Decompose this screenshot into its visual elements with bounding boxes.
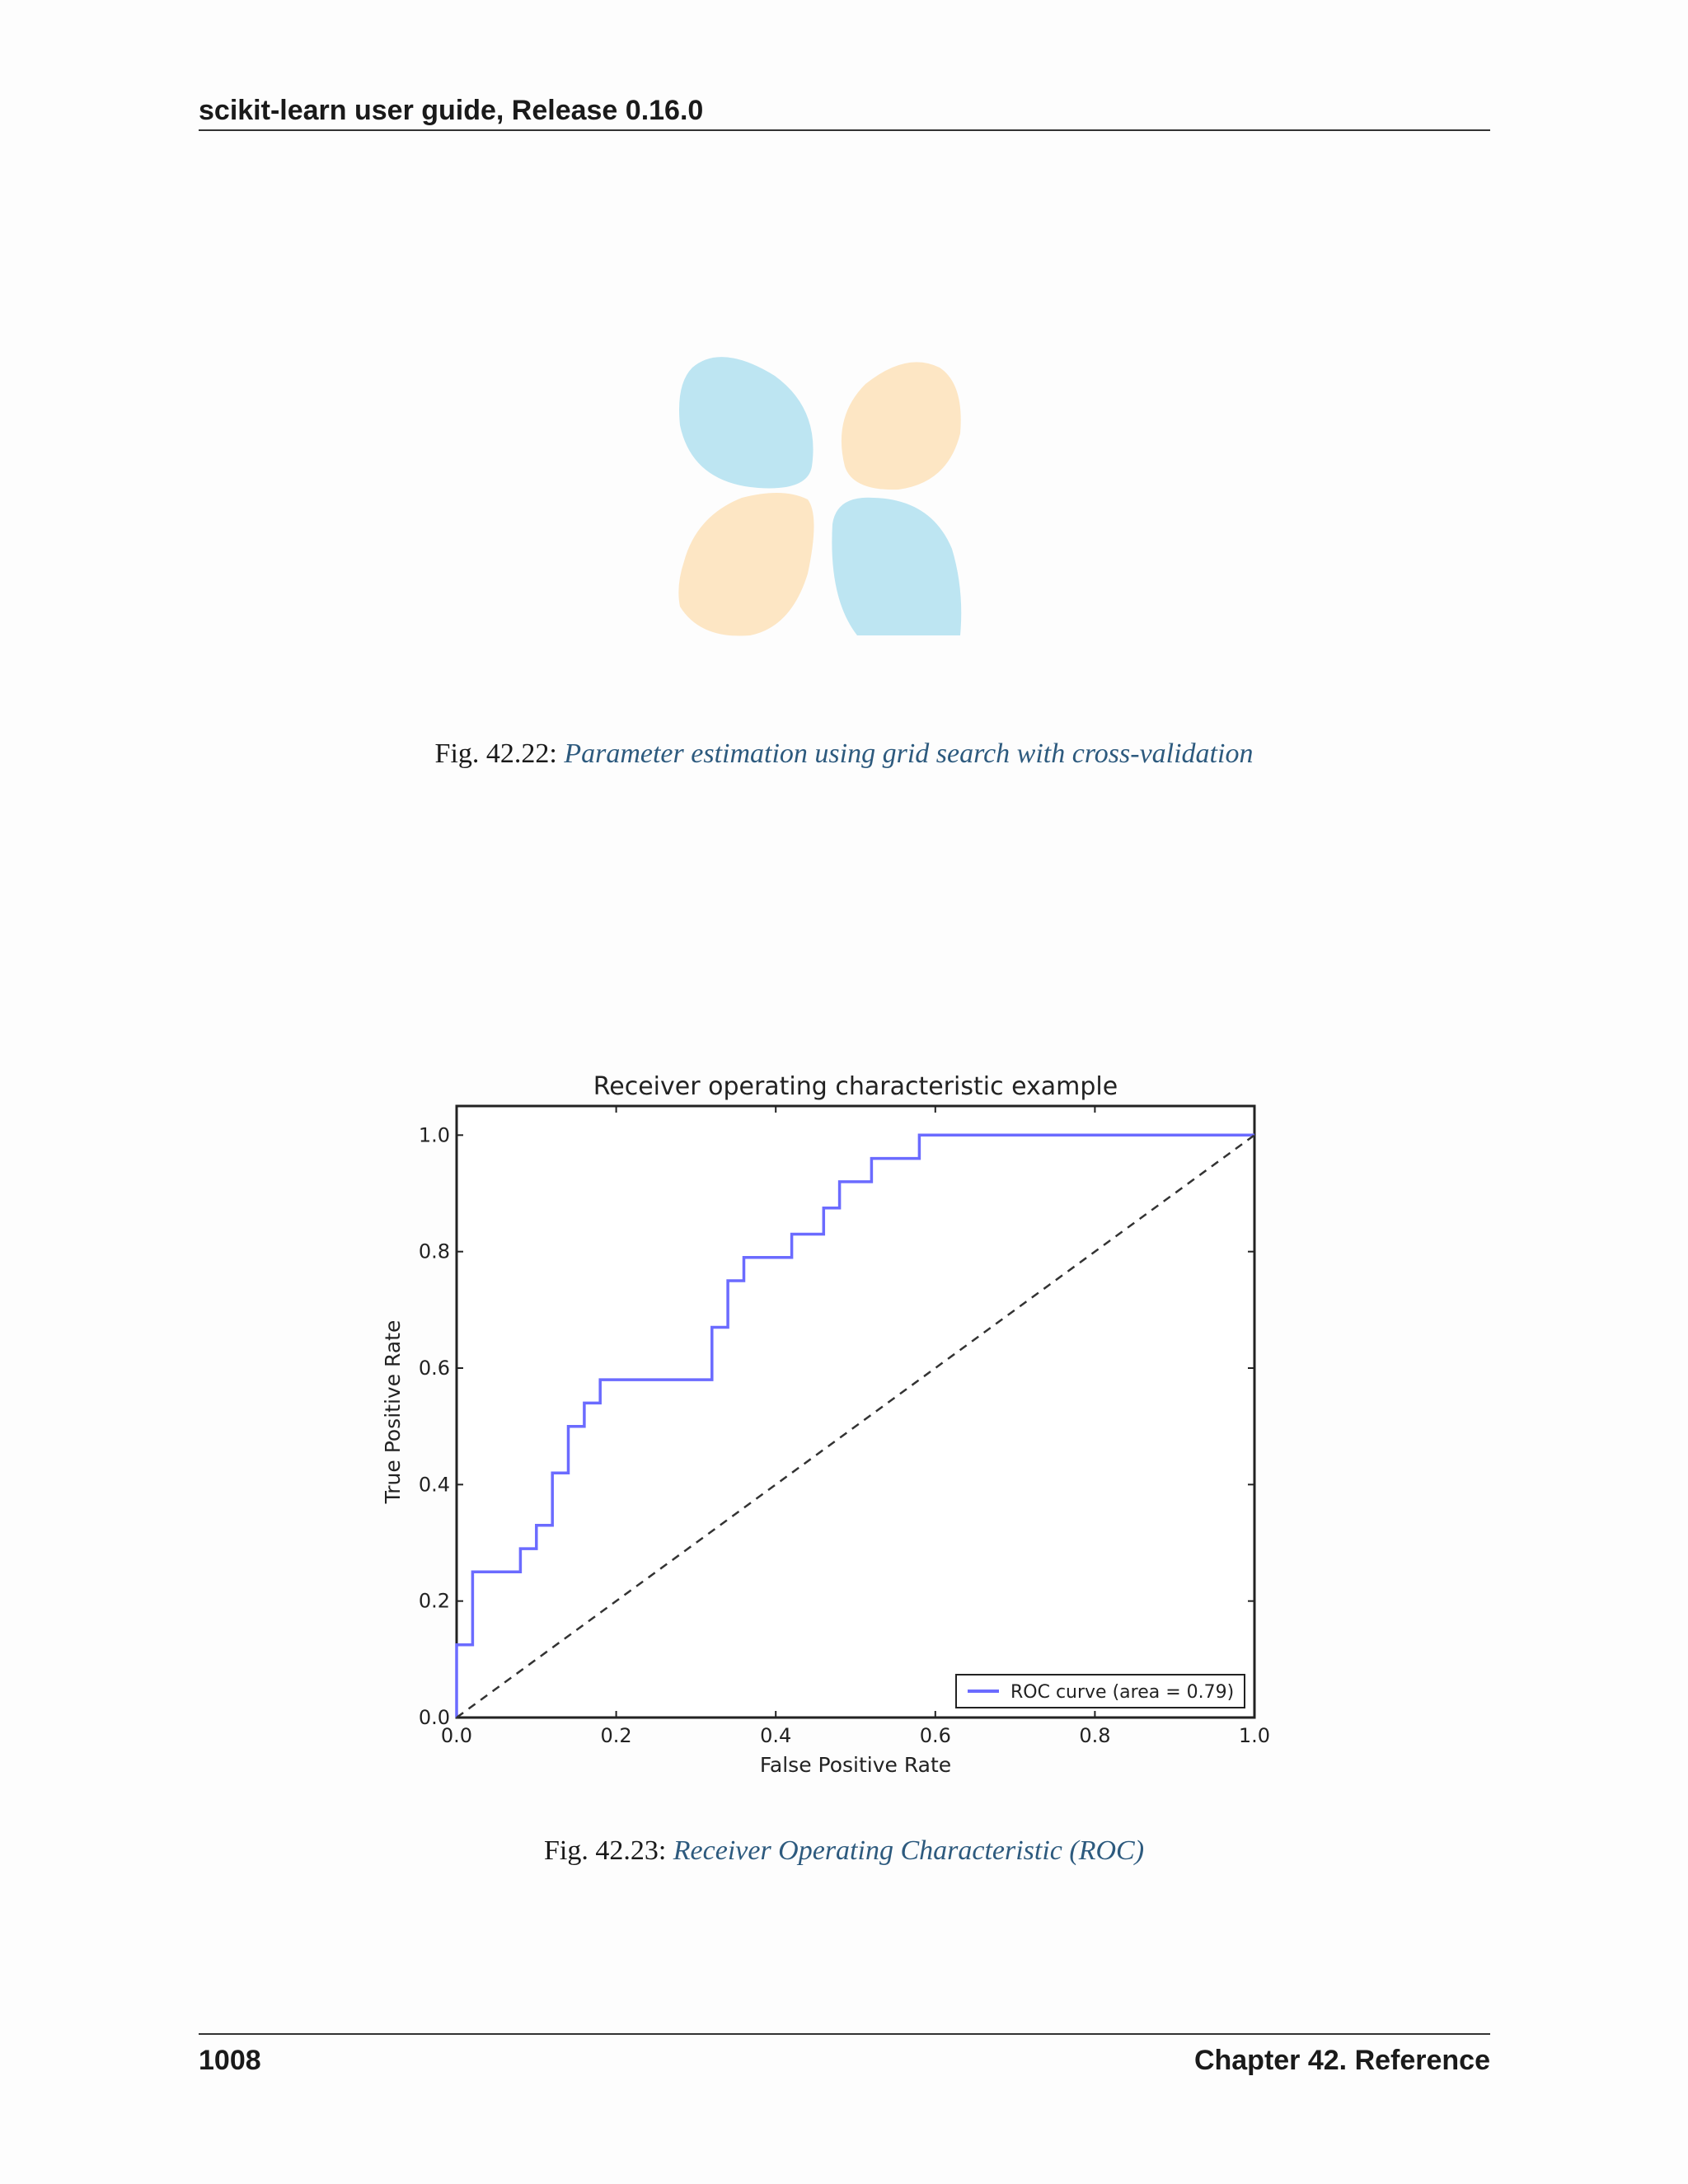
header-rule — [199, 129, 1490, 131]
figure2-caption-link[interactable]: Receiver Operating Characteristic (ROC) — [673, 1835, 1145, 1866]
x-tick-label: 0.8 — [1079, 1724, 1111, 1747]
page-number: 1008 — [199, 2045, 261, 2076]
y-tick-label: 1.0 — [418, 1123, 450, 1147]
y-tick-label: 0.4 — [418, 1473, 450, 1497]
blob-bottom-right — [832, 498, 961, 635]
blob-top-right — [842, 362, 961, 490]
figure1-caption-link[interactable]: Parameter estimation using grid search with cross-validation — [564, 738, 1254, 769]
blob-top-left — [679, 357, 814, 488]
x-tick-label: 0.0 — [440, 1724, 473, 1747]
x-tick-label: 0.2 — [600, 1724, 632, 1747]
y-tick-label: 0.6 — [418, 1357, 450, 1380]
figure1-caption-prefix: Fig. 42.22: — [434, 738, 565, 769]
y-tick-label: 0.0 — [418, 1706, 450, 1729]
y-tick-label: 0.2 — [418, 1589, 450, 1613]
figure2-caption-prefix: Fig. 42.23: — [543, 1835, 673, 1866]
blob-bottom-left — [678, 493, 814, 636]
grid-search-figure — [676, 351, 964, 636]
figure2-caption — [0, 1833, 1688, 1869]
y-axis-label: True Positive Rate — [381, 1319, 405, 1504]
footer-rule — [199, 2033, 1490, 2035]
x-tick-label: 0.6 — [919, 1724, 951, 1747]
x-tick-label: 1.0 — [1238, 1724, 1271, 1747]
plot-frame — [457, 1106, 1254, 1718]
chapter-title: Chapter 42. Reference — [1193, 2045, 1490, 2076]
x-axis-label: False Positive Rate — [759, 1753, 952, 1777]
figure1-caption — [0, 736, 1688, 772]
chart-title: Receiver operating characteristic example — [593, 1072, 1118, 1101]
x-tick-label: 0.4 — [760, 1724, 792, 1747]
running-header: scikit-learn user guide, Release 0.16.0 — [199, 95, 704, 126]
roc-chart — [375, 1063, 1273, 1788]
y-tick-label: 0.8 — [418, 1240, 450, 1263]
legend-label: ROC curve (area = 0.79) — [1010, 1682, 1235, 1703]
